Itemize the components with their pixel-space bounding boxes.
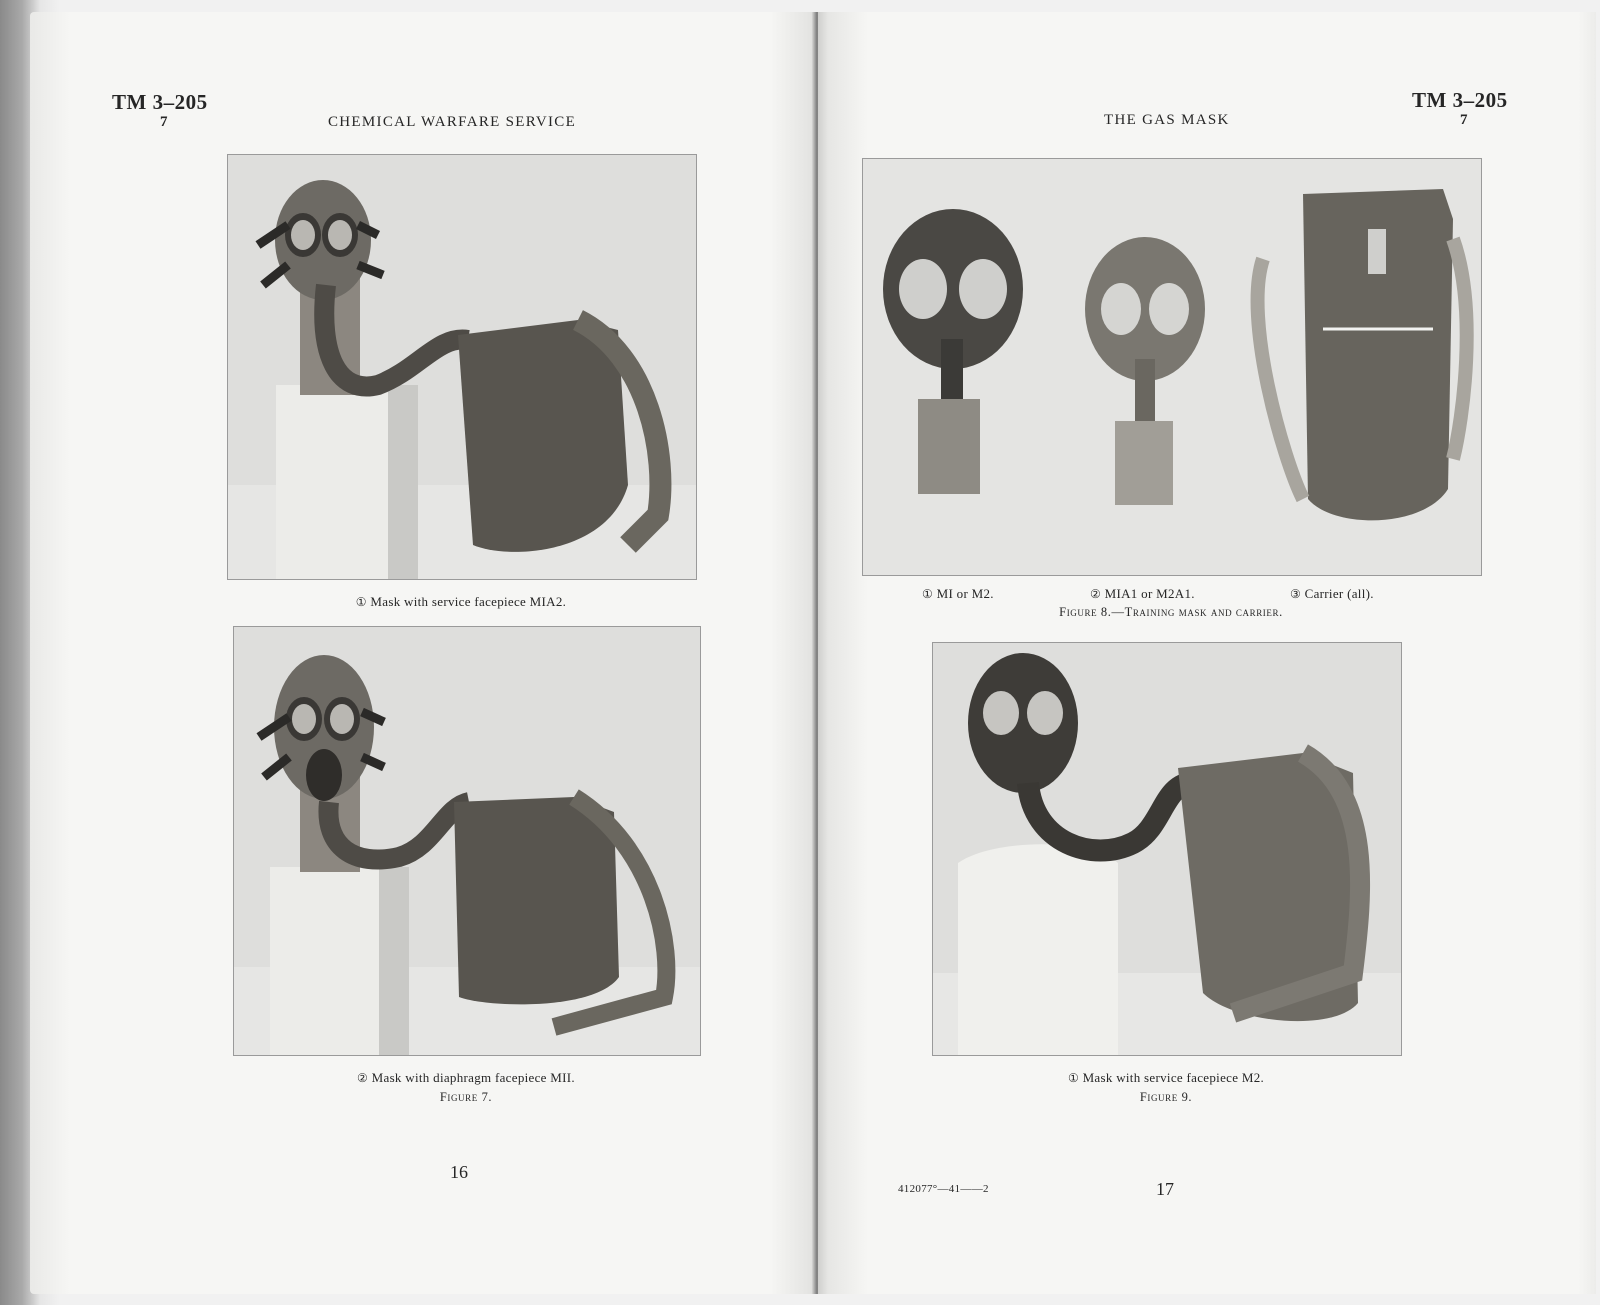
right-header-title: THE GAS MASK — [1104, 112, 1230, 128]
left-header-paragraph: 7 — [160, 114, 168, 130]
right-page — [818, 12, 1596, 1294]
figure-9-caption-marker: ① — [1067, 1071, 1079, 1085]
left-header-tm: TM 3–205 — [112, 90, 208, 114]
figure-7-caption-2 — [233, 1070, 699, 1086]
figure-9-caption-text: Mask with service facepiece M2. — [1082, 1070, 1265, 1085]
figure-7-label: Figure 7. — [439, 1090, 493, 1104]
figure-9-label: Figure 9. — [1139, 1090, 1193, 1104]
mask-mia2-illustration — [228, 155, 696, 579]
figure-8-item-2: ② MIA1 or M2A1. — [1090, 586, 1195, 601]
figure-8-label: Figure 8.—Training mask and carrier. — [1059, 605, 1283, 619]
photo-training-masks — [862, 158, 1482, 576]
print-code: 412077°—41——2 — [898, 1183, 989, 1195]
left-page — [30, 12, 818, 1294]
photo-mask-mii — [233, 626, 701, 1056]
right-page-number: 17 — [1156, 1179, 1174, 1199]
mask-m2-illustration — [933, 643, 1401, 1055]
figure-7-caption-1 — [227, 594, 695, 610]
caption-text-1: Mask with service facepiece MIA2. — [370, 594, 567, 609]
right-header-tm: TM 3–205 — [1412, 88, 1508, 112]
caption-marker-1: ① — [355, 595, 367, 609]
figure-8-item-1: ① MI or M2. — [922, 586, 994, 601]
left-page-number: 16 — [450, 1162, 468, 1182]
caption-text-2: Mask with diaphragm facepiece MII. — [371, 1070, 575, 1085]
right-header-paragraph: 7 — [1460, 112, 1468, 128]
photo-mask-mia2 — [227, 154, 697, 580]
left-header-title: CHEMICAL WARFARE SERVICE — [328, 114, 577, 130]
mask-mii-illustration — [234, 627, 700, 1055]
caption-marker-2: ② — [357, 1071, 369, 1085]
photo-mask-m2 — [932, 642, 1402, 1056]
figure-9-caption-1 — [932, 1070, 1400, 1086]
figure-8-item-3: ③ Carrier (all). — [1290, 586, 1374, 601]
training-masks-illustration — [863, 159, 1481, 575]
